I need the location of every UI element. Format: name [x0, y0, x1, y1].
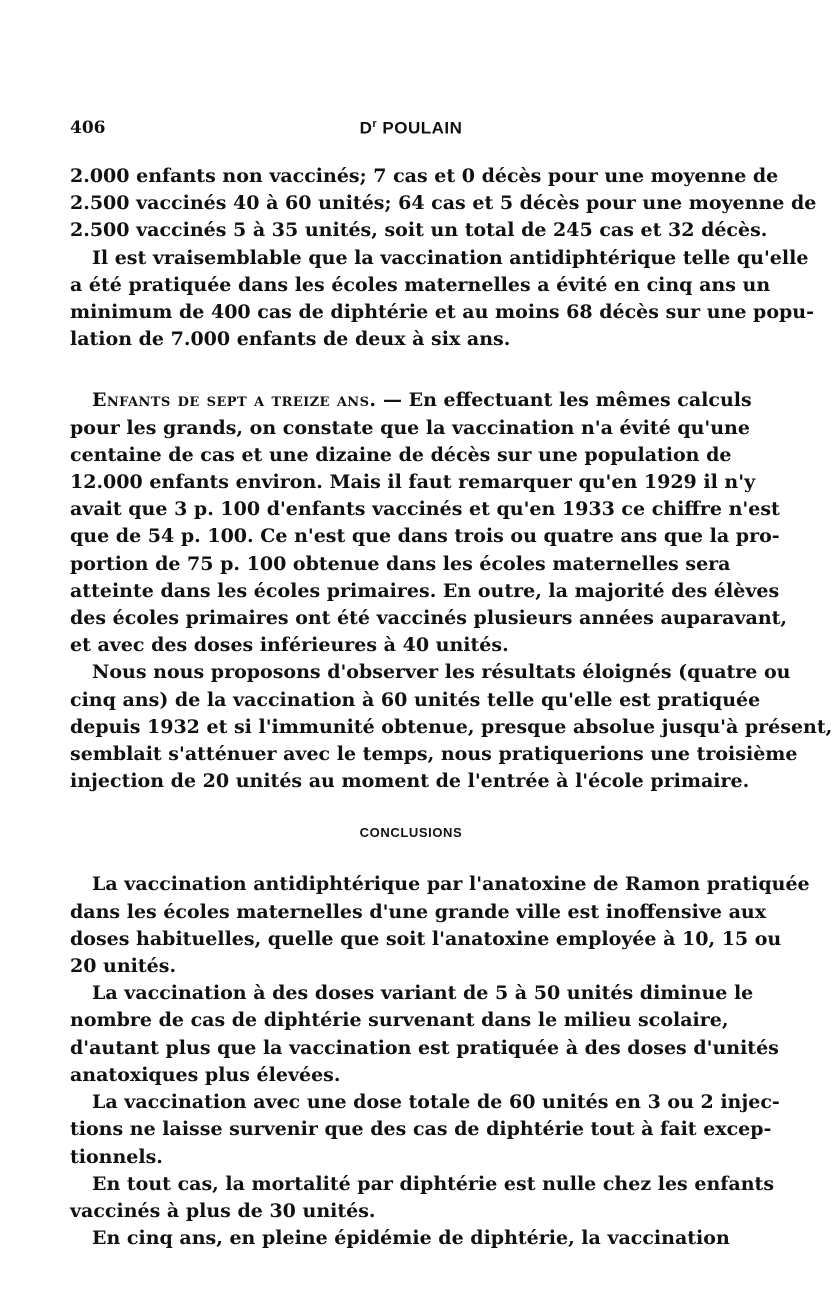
text-line: 2.500 vaccinés 40 à 60 unités; 64 cas et 5 décès pour une moyenne de — [70, 192, 817, 215]
text-line: La vaccination antidiphtérique par l'anatoxine de Ramon pratiquée — [92, 873, 810, 896]
text-line: La vaccination à des doses variant de 5 à 50 unités diminue le — [92, 982, 754, 1005]
text-line: doses habituelles, quelle que soit l'anatoxine employée à 10, 15 ou — [70, 927, 782, 950]
body-text — [70, 163, 832, 1252]
author-title-sup: r — [372, 118, 378, 130]
page-number: 406 — [70, 118, 106, 138]
text-line: et avec des doses inférieures à 40 unités. — [70, 634, 509, 657]
text-line: des écoles primaires ont été vaccinés plusieurs années auparavant, — [70, 607, 788, 630]
text-line: 2.500 vaccinés 5 à 35 unités, soit un total de 245 cas et 32 décès. — [70, 219, 768, 242]
paragraph-vraisemblable — [70, 245, 814, 354]
text-line: dans les écoles maternelles d'une grande ville est inoffensive aux — [70, 900, 767, 923]
text-line: centaine de cas et une dizaine de décès sur une population de — [70, 443, 732, 466]
text-line: portion de 75 p. 100 obtenue dans les écoles maternelles sera — [70, 552, 731, 575]
conclusion-paragraph — [70, 1225, 752, 1252]
text-line: anatoxiques plus élevées. — [70, 1063, 341, 1086]
text-line: injection de 20 unités au moment de l'entrée à l'école primaire. — [70, 770, 750, 793]
text-line: avait que 3 p. 100 d'enfants vaccinés et qu'en 1933 ce chiffre n'est — [70, 498, 780, 521]
conclusion-paragraph — [70, 1089, 780, 1171]
text-line: En cinq ans, en pleine épidémie de diphtérie, la vaccination — [92, 1227, 730, 1250]
text-line: d'autant plus que la vaccination est pratiquée à des doses d'unités — [70, 1036, 779, 1059]
text-line: 12.000 enfants environ. Mais il faut remarquer qu'en 1929 il n'y — [70, 471, 756, 494]
text-line: a été pratiquée dans les écoles maternelles a évité en cinq ans un — [70, 273, 771, 296]
text-line: tions ne laisse survenir que des cas de diphtérie tout à fait excep- — [70, 1118, 772, 1141]
text-line: cinq ans) de la vaccination à 60 unités telle qu'elle est pratiquée — [70, 688, 761, 711]
text-line: semblait s'atténuer avec le temps, nous pratiquerions une troisième — [70, 743, 798, 766]
text-line: que de 54 p. 100. Ce n'est que dans trois ou quatre ans que la pro- — [70, 525, 780, 548]
page-header — [70, 118, 752, 142]
text-line: vaccinés à plus de 30 unités. — [70, 1199, 376, 1222]
text-line: atteinte dans les écoles primaires. En outre, la majorité des élèves — [70, 579, 780, 602]
paragraph-nous — [70, 659, 832, 795]
author-name: POULAIN — [377, 118, 463, 138]
text-line: 20 unités. — [70, 955, 177, 978]
running-head — [70, 118, 752, 139]
paragraph-enfants — [70, 387, 788, 659]
author-prefix: D — [359, 118, 373, 138]
text-line: En tout cas, la mortalité par diphtérie est nulle chez les enfants — [92, 1172, 775, 1195]
text-line: lation de 7.000 enfants de deux à six ans. — [70, 328, 511, 351]
text-line: tionnels. — [70, 1145, 163, 1168]
paragraph-statistics — [70, 163, 817, 245]
conclusion-paragraph — [70, 980, 779, 1089]
text-line: La vaccination avec une dose totale de 60 unités en 3 ou 2 injec- — [92, 1091, 780, 1114]
conclusion-paragraph — [70, 1171, 775, 1225]
conclusion-paragraph — [70, 871, 810, 980]
text-line — [70, 387, 752, 414]
section-run-in-heading: Enfants de sept a treize ans. — [92, 389, 377, 412]
conclusions-heading: CONCLUSIONS — [359, 825, 463, 841]
text-run: — En effectuant les mêmes calculs — [376, 389, 752, 412]
text-line: 2.000 enfants non vaccinés; 7 cas et 0 décès pour une moyenne de — [70, 165, 779, 187]
text-line: depuis 1932 et si l'immunité obtenue, presque absolue jusqu'à présent, — [70, 715, 832, 738]
text-line: minimum de 400 cas de diphtérie et au moins 68 décès sur une popu- — [70, 301, 814, 324]
text-line: Il est vraisemblable que la vaccination antidiphtérique telle qu'elle — [92, 246, 809, 269]
text-line: pour les grands, on constate que la vaccination n'a évité qu'une — [70, 416, 750, 439]
text-line: nombre de cas de diphtérie survenant dans le milieu scolaire, — [70, 1009, 729, 1032]
text-line: Nous nous proposons d'observer les résultats éloignés (quatre ou — [92, 661, 791, 684]
